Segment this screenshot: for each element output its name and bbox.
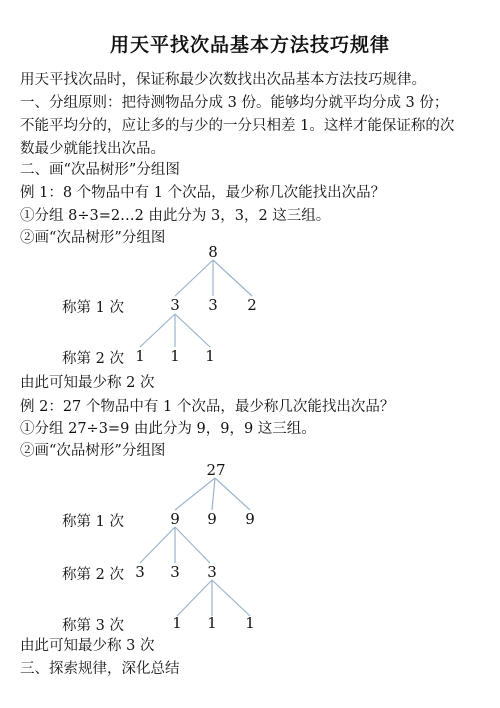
tree1-level2-node: 1 xyxy=(135,347,145,365)
tree2-level1-node: 9 xyxy=(245,510,255,528)
tree2-level1-node: 9 xyxy=(207,510,217,528)
example1-conclusion: 由此可知最少称 2 次 xyxy=(20,375,155,391)
example1-step2: ②画“次品树形”分组图 xyxy=(20,230,166,246)
tree2-level1-node: 9 xyxy=(170,510,180,528)
tree2-branch xyxy=(175,478,215,510)
tree2-level1-label: 称第 1 次 xyxy=(62,514,124,530)
tree1-level1-node: 2 xyxy=(247,296,257,314)
tree2-branch xyxy=(177,580,212,616)
intro-text: 用天平找次品时，保证称最少次数找出次品基本方法技巧规律。 xyxy=(20,72,426,88)
tree2-level2-node: 3 xyxy=(207,563,217,581)
tree2-root: 27 xyxy=(206,461,226,479)
tree2-level2-node: 3 xyxy=(170,563,180,581)
example2-step1: ①分组 27÷3=9 由此分为 9，9，9 这三组。 xyxy=(20,421,316,437)
tree2-level3-node: 1 xyxy=(245,614,255,632)
tree2-branch xyxy=(175,527,210,563)
tree2-branch xyxy=(212,478,215,510)
section3-heading: 三、探索规律，深化总结 xyxy=(20,661,180,677)
tree1-level2-label: 称第 2 次 xyxy=(62,351,124,367)
tree2-level3-node: 1 xyxy=(172,614,182,632)
tree1-level1-node: 3 xyxy=(170,296,180,314)
tree1-level1-node: 3 xyxy=(208,296,218,314)
tree2-branch xyxy=(212,580,250,616)
example1-step1: ①分组 8÷3=2…2 由此分为 3，3，2 这三组。 xyxy=(20,208,331,224)
tree1-level2-node: 1 xyxy=(205,347,215,365)
page-title: 用天平找次品基本方法技巧规律 xyxy=(109,34,390,56)
section1-line2: 不能平均分的，应让多的与少的一分只相差 1。这样才能保证称的次 xyxy=(20,118,455,134)
example2-step2: ②画“次品树形”分组图 xyxy=(20,443,166,459)
section1-line3: 数最少就能找出次品。 xyxy=(20,141,165,157)
example1-question: 例 1：8 个物品中有 1 个次品，最少称几次能找出次品？ xyxy=(20,185,386,201)
tree2-level3-label: 称第 3 次 xyxy=(62,618,124,634)
tree1-level1-label: 称第 1 次 xyxy=(62,300,124,316)
tree2-level2-node: 3 xyxy=(135,563,145,581)
tree2-branch xyxy=(215,478,250,510)
section1-line1: 一、分组原则：把待测物品分成 3 份。能够均分就平均分成 3 份； xyxy=(20,95,449,111)
section2-heading: 二、画“次品树形”分组图 xyxy=(20,162,180,178)
tree1-root: 8 xyxy=(208,243,218,261)
tree2-level2-label: 称第 2 次 xyxy=(62,567,124,583)
tree2-level3-node: 1 xyxy=(207,614,217,632)
example2-question: 例 2：27 个物品中有 1 个次品，最少称几次能找出次品？ xyxy=(20,399,395,415)
tree2-branch xyxy=(140,527,175,563)
example2-conclusion: 由此可知最少称 3 次 xyxy=(20,638,155,654)
tree1-level2-node: 1 xyxy=(170,347,180,365)
